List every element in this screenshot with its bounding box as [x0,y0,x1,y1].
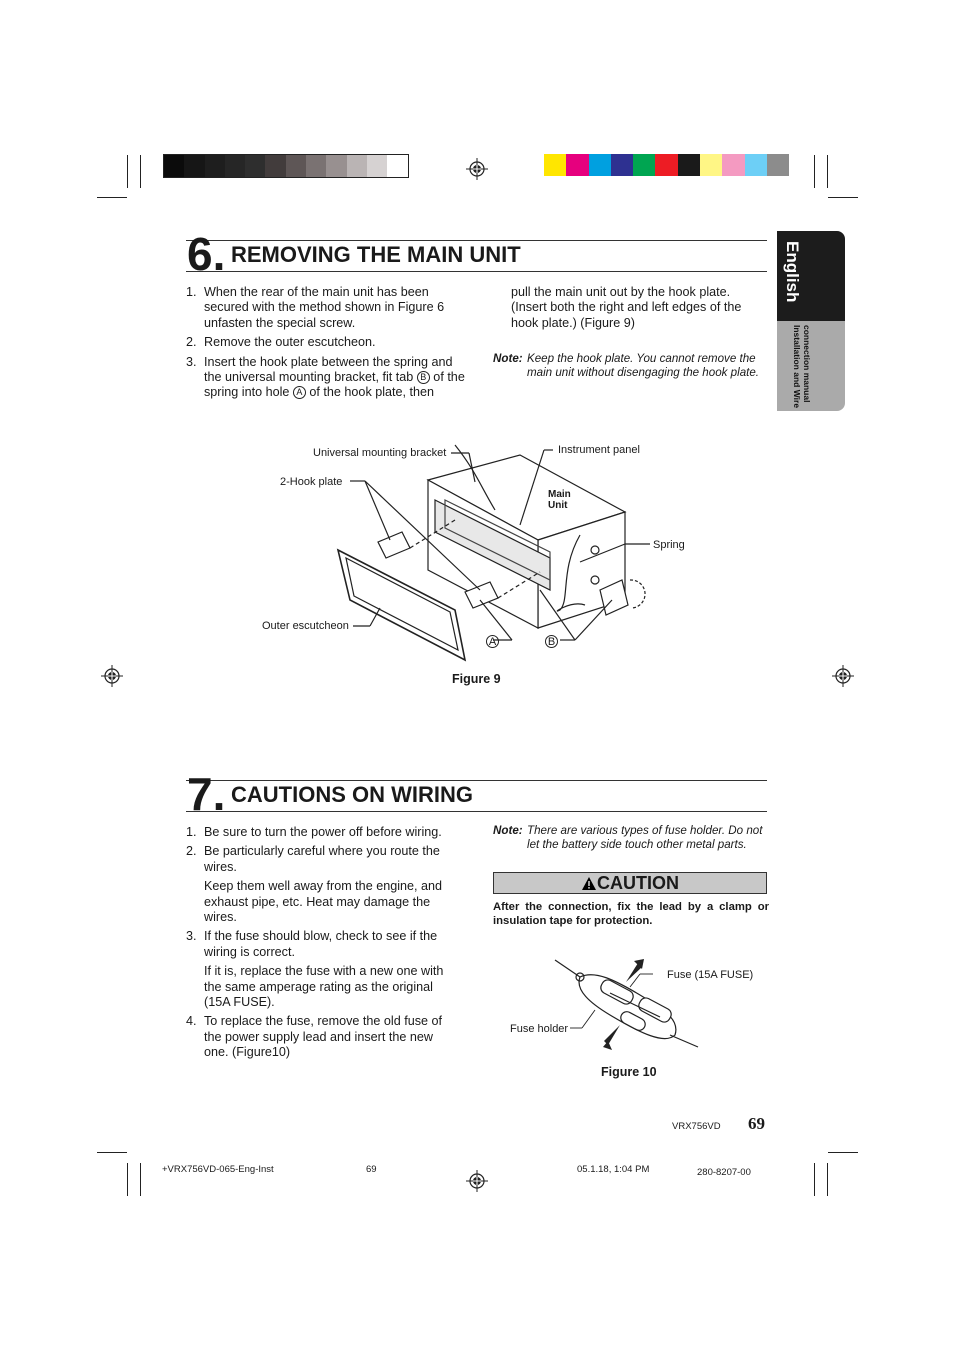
color-swatch [306,155,326,177]
color-swatch [164,155,184,177]
color-swatch [205,155,225,177]
color-swatch [265,155,285,177]
crop-mark [814,155,815,188]
color-swatch [589,154,611,176]
marker-b: B [545,635,558,648]
label-main-unit-1: Main [548,489,571,500]
color-swatch [767,154,789,176]
crop-mark [127,155,128,188]
crop-mark [828,1152,858,1153]
crop-mark [827,1163,828,1196]
removal-steps-list [186,285,466,405]
color-swatch [347,155,367,177]
list-item: 2. Be particularly careful where you route the wires. Keep them well away from the engine, and exhaust pipe, etc. Heat may damage the wires. [186,844,443,925]
color-swatch [566,154,588,176]
section-bottom-rule [186,811,767,812]
section-bottom-rule [186,271,767,272]
manual-subtitle-line1: Installation and Wire [792,325,802,409]
language-label: English [783,241,802,303]
section-title: REMOVING THE MAIN UNIT [231,242,521,267]
crop-mark [814,1163,815,1196]
section-top-rule [186,780,767,781]
color-swatch [367,155,387,177]
color-swatch [722,154,744,176]
color-swatch [745,154,767,176]
registration-mark-icon [101,665,123,687]
process-color-bar [544,154,789,176]
color-swatch [611,154,633,176]
caution-text: After the connection, fix the lead by a clamp or insulation tape for protection. [493,901,769,927]
footer-file: +VRX756VD-065-Eng-Inst [162,1164,274,1175]
label-outer-escutcheon: Outer escutcheon [262,620,349,632]
crop-mark [140,1163,141,1196]
crop-mark [97,197,127,198]
manual-subtitle-line2: connection manual [802,325,812,403]
crop-mark [827,155,828,188]
list-item: 4. To replace the fuse, remove the old fuse of the power supply lead and insert the new one. (Figure10) [186,1014,443,1060]
section-number: 7. [187,768,226,820]
color-swatch [225,155,245,177]
circled-b-marker: B [417,371,430,384]
wiring-steps-list [186,825,454,1065]
section-number: 6. [187,228,226,280]
label-main-unit-2: Unit [548,500,568,511]
label-instrument-panel: Instrument panel [558,444,640,456]
caution-banner: CAUTION [493,872,767,894]
figure-9-illustration [250,440,720,670]
section-top-rule [186,240,767,241]
step3-continuation: pull the main unit out by the hook plate. (Insert both the right and left edges of the hook plate.) (Figure 9) [511,285,742,330]
color-swatch [544,154,566,176]
crop-mark [140,155,141,188]
label-fuse: Fuse (15A FUSE) [667,969,754,981]
color-swatch [184,155,204,177]
section-title: CAUTIONS ON WIRING [231,782,473,807]
list-item: 1. Be sure to turn the power off before wiring. [186,825,442,839]
color-swatch [678,154,700,176]
color-swatch [633,154,655,176]
crop-mark [127,1163,128,1196]
label-fuse-holder: Fuse holder [510,1023,569,1035]
footer-code: 280-8207-00 [697,1167,751,1178]
language-side-tab [777,231,845,411]
list-item: 2. Remove the outer escutcheon. [186,335,376,350]
label-spring: Spring [653,539,685,551]
label-hook-plate: 2-Hook plate [280,476,343,488]
label-universal-bracket: Universal mounting bracket [313,447,447,459]
color-swatch [655,154,677,176]
list-item: 1. When the rear of the main unit has been secured with the method shown in Figure 6 unfasten the special screw. [186,285,445,330]
circled-a-marker: A [293,386,306,399]
page-number: 69 [748,1114,765,1133]
marker-a: A [486,635,499,648]
model-number: VRX756VD [672,1121,721,1132]
footer-datetime: 05.1.18, 1:04 PM [577,1164,650,1175]
registration-mark-icon [466,158,488,180]
figure-10-caption: Figure 10 [601,1065,657,1079]
color-swatch [387,155,407,177]
crop-mark [97,1152,127,1153]
color-swatch [245,155,265,177]
fuse-note: Note: There are various types of fuse holder. Do not let the battery side touch other metal parts. [493,824,763,851]
figure-9-caption: Figure 9 [452,672,501,686]
warning-icon [581,875,597,896]
color-swatch [326,155,346,177]
crop-mark [828,197,858,198]
list-item: 3. If the fuse should blow, check to see if the wiring is correct. If it is, replace the fuse with a new one with the same amperage rating as the original (15A FUSE). [186,929,444,1010]
registration-mark-icon [466,1170,488,1192]
removal-note: Note: Keep the hook plate. You cannot remove the main unit without disengaging the hook plate. [493,352,760,379]
registration-mark-icon [832,665,854,687]
list-item: 3. Insert the hook plate between the spring and the universal mounting bracket, fit tab B of the spring into hole A of the hook plate, then [186,354,465,400]
footer-page: 69 [366,1164,377,1175]
grayscale-color-bar [163,154,409,178]
color-swatch [286,155,306,177]
color-swatch [700,154,722,176]
